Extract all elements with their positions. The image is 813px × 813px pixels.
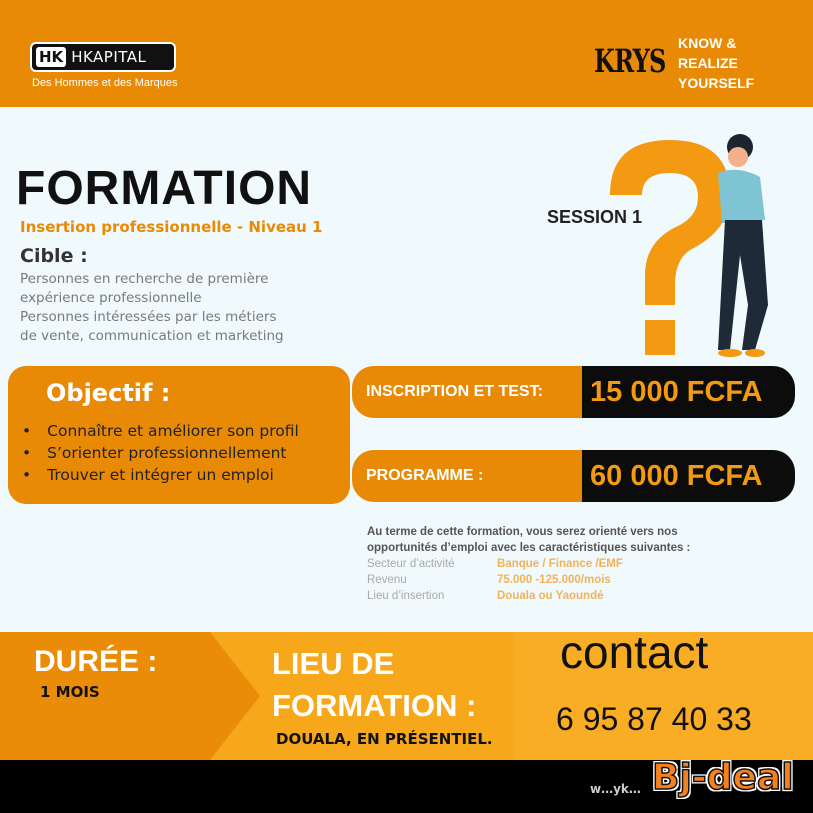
objectif-item: • Trouver et intégrer un emploi: [22, 464, 299, 486]
krys-tagline: [678, 33, 754, 93]
objectif-item: • Connaître et améliorer son profil: [22, 420, 299, 442]
objectif-list: [22, 420, 299, 486]
price-label: PROGRAMME :: [352, 450, 582, 502]
page-title: FORMATION: [16, 162, 313, 215]
price-programme: [352, 450, 795, 502]
objectif-heading: Objectif :: [46, 379, 171, 407]
hk-tagline: Des Hommes et des Marques: [32, 77, 178, 89]
krys-tagline-line: KNOW &: [678, 35, 737, 51]
krys-logo: KRYS: [594, 42, 666, 80]
cible-text: [20, 270, 284, 346]
website-text: w…yk…: [590, 782, 641, 796]
price-label: INSCRIPTION ET TEST:: [352, 366, 582, 418]
lieu-label: [272, 643, 476, 727]
contact-phone[interactable]: 6 95 87 40 33: [556, 701, 752, 737]
price-value: 60 000 FCFA: [582, 450, 795, 502]
outcome-value: 75.000 -125.000/mois: [497, 574, 611, 586]
session-label: SESSION 1: [547, 207, 643, 227]
hk-logo-mark: HK: [36, 47, 66, 67]
cible-line: de vente, communication et marketing: [20, 328, 284, 344]
contact-label: contact: [560, 626, 709, 678]
hkapital-logo: [30, 42, 176, 72]
subtitle: Insertion professionnelle - Niveau 1: [20, 218, 323, 236]
outcome-key: Lieu d’insertion: [367, 590, 445, 602]
price-inscription: [352, 366, 795, 418]
person-shoe: [745, 349, 765, 357]
lieu-value: DOUALA, EN PRÉSENTIEL.: [276, 730, 493, 748]
cible-line: Personnes en recherche de première: [20, 271, 269, 287]
outcome-key: Secteur d’activité: [367, 558, 455, 570]
cible-line: Personnes intéressées par les métiers: [20, 309, 277, 325]
cible-heading: Cible :: [20, 245, 88, 267]
outcome-row: [367, 572, 690, 588]
outcome-value: Douala ou Yaoundé: [497, 590, 604, 602]
outcome-key: Revenu: [367, 574, 407, 586]
lieu-label-line: FORMATION :: [272, 688, 477, 723]
question-mark-dot: [645, 320, 675, 355]
objectif-item: • S’orienter professionnellement: [22, 442, 299, 464]
person-trousers: [718, 220, 768, 350]
outcome-row: [367, 556, 690, 572]
outcome-row: [367, 588, 690, 604]
outcome-intro-line: opportunités d’emploi avec les caractéristiques suivantes :: [367, 542, 691, 554]
duree-label: DURÉE :: [34, 645, 158, 678]
question-mark-person-illustration: [590, 125, 790, 365]
outcome-value: Banque / Finance /EMF: [497, 558, 623, 570]
krys-tagline-line: YOURSELF: [678, 75, 755, 91]
bj-deal-watermark: Bj-deal: [652, 757, 794, 798]
lieu-label-line: LIEU DE: [272, 646, 395, 681]
price-value: 15 000 FCFA: [582, 366, 795, 418]
person-shoe: [718, 349, 742, 357]
person-shirt: [718, 170, 765, 223]
duree-value: 1 MOIS: [40, 683, 100, 701]
person-head: [728, 147, 748, 167]
krys-tagline-line: REALIZE: [678, 55, 738, 71]
outcome-intro-line: Au terme de cette formation, vous serez orienté vers nos: [367, 526, 678, 538]
hk-logo-name: HKAPITAL: [71, 48, 147, 66]
outcome-section: [367, 524, 690, 604]
cible-line: expérience professionnelle: [20, 290, 202, 306]
